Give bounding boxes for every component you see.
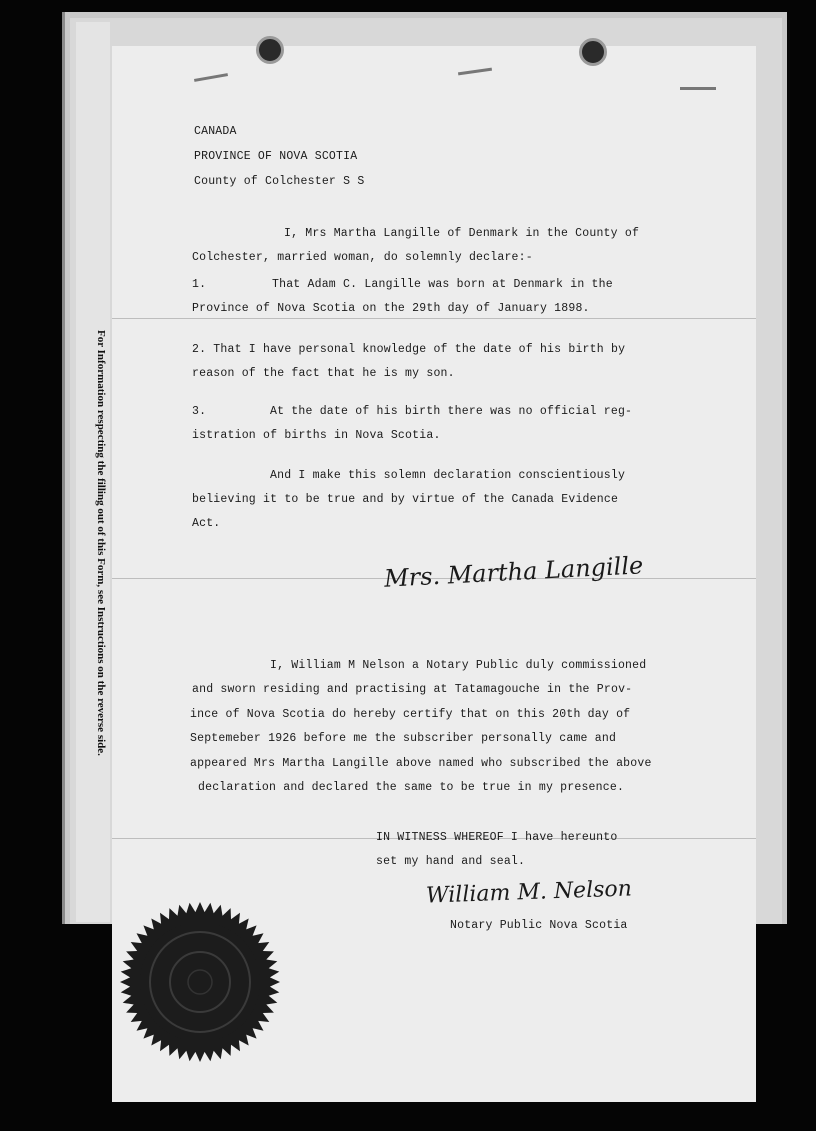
notary-seal-icon <box>118 900 282 1064</box>
declaration-item-line: That Adam C. Langille was born at Denmark in the <box>272 278 613 291</box>
certification-line: I, William M Nelson a Notary Public duly commissioned <box>270 659 647 672</box>
declaration-item-line: 2. That I have personal knowledge of the date of his birth by <box>192 343 626 356</box>
closing-line: believing it to be true and by virtue of the Canada Evidence <box>192 493 619 506</box>
item-number: 1. <box>192 278 207 291</box>
declaration-item-line: reason of the fact that he is my son. <box>192 367 455 380</box>
certification-line: Septemeber 1926 before me the subscriber personally came and <box>190 732 617 745</box>
staple <box>680 87 716 90</box>
county-heading: County of Colchester S S <box>194 175 365 188</box>
declarant-signature: Mrs. Martha Langille <box>383 551 644 593</box>
certification-line: and sworn residing and practising at Tatamagouche in the Prov- <box>192 683 633 696</box>
side-instructions: For Information respecting the filling out of this Form, see Instructions on the reverse side. <box>95 330 107 756</box>
declaration-item-line: istration of births in Nova Scotia. <box>192 429 441 442</box>
item-number: 3. <box>192 405 207 418</box>
witness-line: set my hand and seal. <box>376 855 526 868</box>
certification-line: appeared Mrs Martha Langille above named who subscribed the above <box>190 757 652 770</box>
binder-hole <box>579 38 607 66</box>
declaration-item-line: At the date of his birth there was no official reg- <box>270 405 633 418</box>
declaration-item-line: Province of Nova Scotia on the 29th day of January 1898. <box>192 302 590 315</box>
notary-title: Notary Public Nova Scotia <box>450 919 628 932</box>
closing-line: Act. <box>192 517 221 530</box>
province-heading: PROVINCE OF NOVA SCOTIA <box>194 150 358 163</box>
certification-line: ince of Nova Scotia do hereby certify that on this 20th day of <box>190 708 631 721</box>
declaration-intro-line: Colchester, married woman, do solemnly declare:- <box>192 251 533 264</box>
declaration-intro-line: I, Mrs Martha Langille of Denmark in the County of <box>284 227 640 240</box>
closing-line: And I make this solemn declaration conscientiously <box>270 469 626 482</box>
notary-signature: William M. Nelson <box>425 876 633 909</box>
witness-line: IN WITNESS WHEREOF I have hereunto <box>376 831 618 844</box>
certification-line: declaration and declared the same to be true in my presence. <box>198 781 625 794</box>
country-heading: CANADA <box>194 125 237 138</box>
binder-hole <box>256 36 284 64</box>
